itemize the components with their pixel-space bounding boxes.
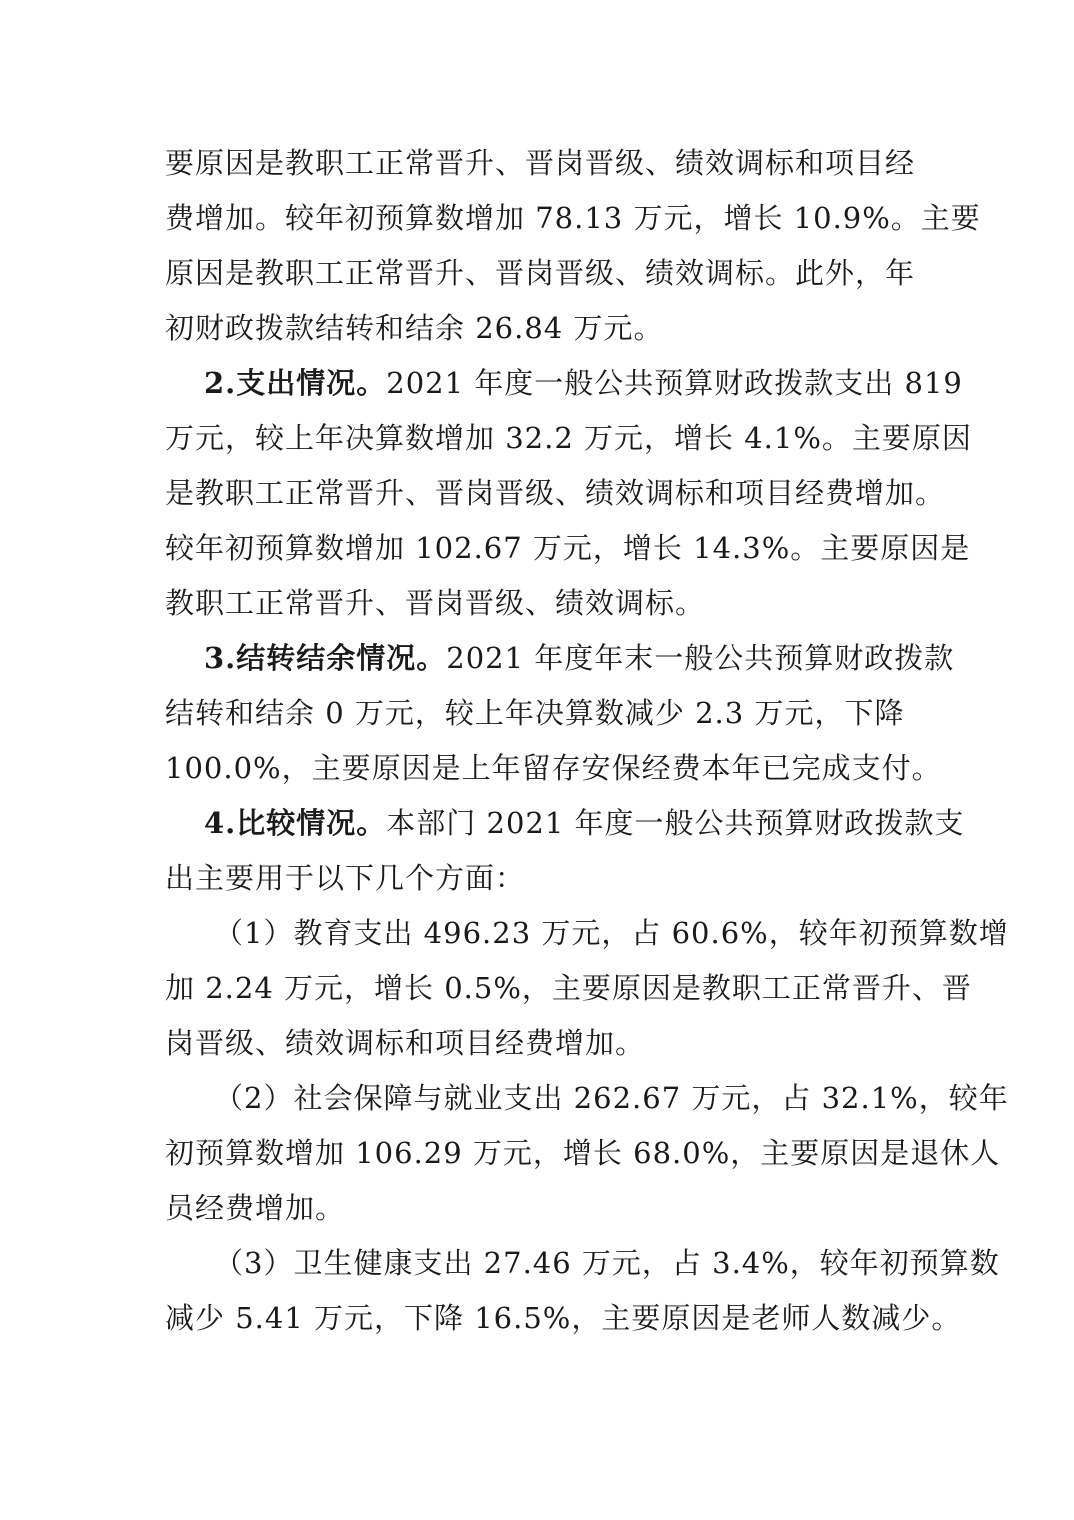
body-line: 教职工正常晋升、晋岗晋级、绩效调标。 <box>165 586 706 620</box>
section-heading-expenditure: 2.支出情况。 <box>204 366 387 400</box>
body-line: 员经费增加。 <box>165 1191 346 1225</box>
list-item-social-security: （2）社会保障与就业支出 262.67 万元，占 32.1%，较年 <box>214 1081 1009 1115</box>
body-line: 初财政拨款结转和结余 26.84 万元。 <box>165 311 664 345</box>
section-heading-comparison: 4.比较情况。 <box>204 806 387 840</box>
body-line: 初预算数增加 106.29 万元，增长 68.0%，主要原因是退休人 <box>165 1136 1001 1170</box>
body-line: 岗晋级、绩效调标和项目经费增加。 <box>165 1026 646 1060</box>
body-line: 减少 5.41 万元，下降 16.5%，主要原因是老师人数减少。 <box>165 1301 962 1335</box>
body-text: 本部门 2021 年度一般公共预算财政拨款支 <box>386 806 965 840</box>
list-item-education: （1）教育支出 496.23 万元，占 60.6%，较年初预算数增 <box>214 916 1009 950</box>
body-line: 原因是教职工正常晋升、晋岗晋级、绩效调标。此外，年 <box>165 256 916 290</box>
body-line: 万元，较上年决算数增加 32.2 万元，增长 4.1%。主要原因 <box>165 421 972 455</box>
body-line: 结转和结余 0 万元，较上年决算数减少 2.3 万元，下降 <box>165 696 905 730</box>
list-item-health: （3）卫生健康支出 27.46 万元，占 3.4%，较年初预算数 <box>214 1246 1000 1280</box>
body-text: 2021 年度年末一般公共预算财政拨款 <box>446 641 955 675</box>
body-line: 费增加。较年初预算数增加 78.13 万元，增长 10.9%。主要 <box>165 201 981 235</box>
body-line: 是教职工正常晋升、晋岗晋级、绩效调标和项目经费增加。 <box>165 476 946 510</box>
section-expenditure-first-line <box>204 363 963 403</box>
body-text: 2021 年度一般公共预算财政拨款支出 819 <box>386 366 963 400</box>
body-line: 出主要用于以下几个方面： <box>165 861 526 895</box>
body-line: 加 2.24 万元，增长 0.5%，主要原因是教职工正常晋升、晋 <box>165 971 972 1005</box>
section-carryover-first-line <box>204 638 954 678</box>
section-heading-carryover: 3.结转结余情况。 <box>204 641 447 675</box>
body-line: 要原因是教职工正常晋升、晋岗晋级、绩效调标和项目经 <box>165 146 916 180</box>
body-line: 100.0%，主要原因是上年留存安保经费本年已完成支付。 <box>165 751 942 785</box>
body-line: 较年初预算数增加 102.67 万元，增长 14.3%。主要原因是 <box>165 531 971 565</box>
section-comparison-first-line <box>204 803 965 843</box>
